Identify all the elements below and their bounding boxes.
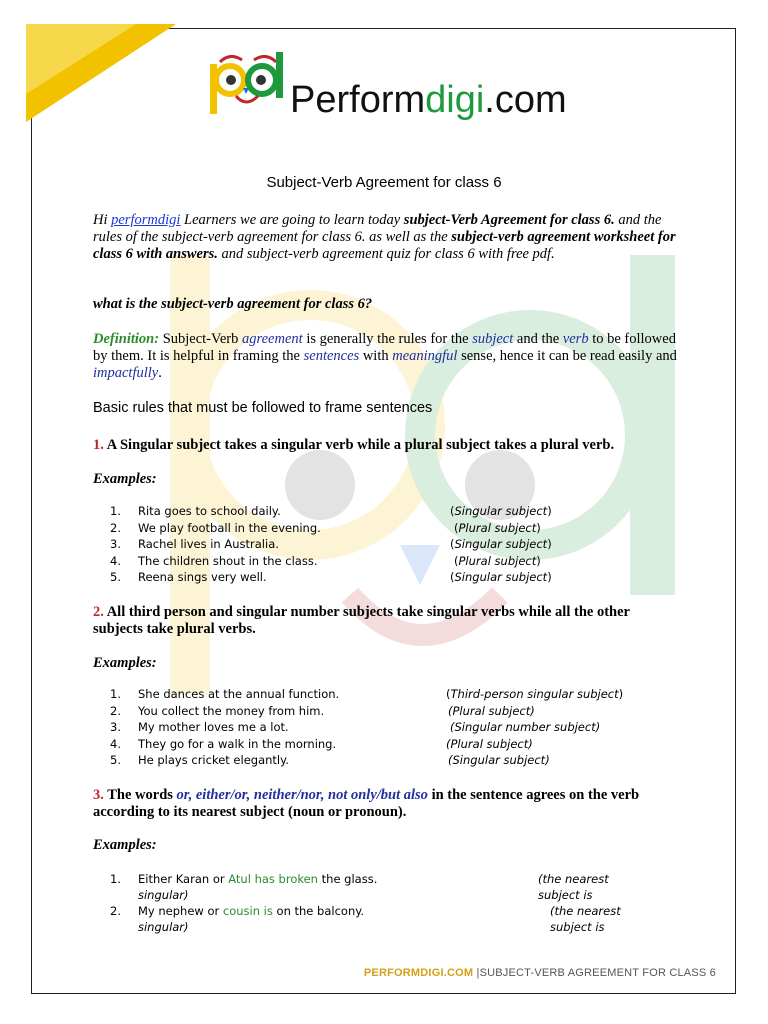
list-item: 5. Reena sings very well. (Singular subject) bbox=[110, 570, 552, 584]
list-item: 5. He plays cricket elegantly. (Singular subject) bbox=[110, 753, 550, 767]
list-item: 3. My mother loves me a lot. (Singular number subject) bbox=[110, 720, 601, 734]
rule-1: 1. A Singular subject takes a singular verb while a plural subject takes a plural verb. bbox=[93, 437, 615, 453]
list-item: 4. The children shout in the class. (Plural subject) bbox=[110, 553, 541, 568]
rule-3-examples bbox=[110, 871, 650, 935]
list-item: 2. You collect the money from him. (Plural subject) bbox=[110, 703, 535, 718]
definition-paragraph: Definition: Subject-Verb agreement is generally the rules for the subject and the verb to be followed by them. It is helpful in framing the sentences with meaningful sense, hence it can be read easily and impactfully. bbox=[93, 331, 677, 381]
list-item: 1. Rita goes to school daily. (Singular subject) bbox=[110, 504, 552, 518]
examples-label: Examples: bbox=[93, 655, 157, 671]
rule-1-examples bbox=[110, 503, 552, 586]
list-item: 1. Either Karan or Atul has broken the glass. (the nearest subject is singular) bbox=[110, 872, 609, 902]
list-item: 2. We play football in the evening. (Plural subject) bbox=[110, 520, 541, 535]
page-footer: PERFORMDIGI.COM |SUBJECT-VERB AGREEMENT FOR CLASS 6 bbox=[363, 967, 716, 979]
rule-2: 2. All third person and singular number subjects take singular verbs while all the other subjects take plural verbs. bbox=[93, 604, 630, 637]
list-item: 1. She dances at the annual function. (Third-person singular subject) bbox=[110, 687, 624, 701]
performdigi-link[interactable]: performdigi bbox=[111, 212, 181, 228]
performdigi-logo bbox=[206, 50, 288, 116]
rule-2-examples bbox=[110, 686, 624, 769]
examples-label: Examples: bbox=[93, 837, 157, 853]
list-item: 2. My nephew or cousin is on the balcony. (the nearest subject is singular) bbox=[110, 904, 621, 934]
list-item: 4. They go for a walk in the morning. (Plural subject) bbox=[110, 736, 533, 751]
intro-paragraph: Hi performdigi Learners we are going to learn today subject-Verb Agreement for class 6. and the rules of the subject-verb agreement for class 6. as well as the subject-verb agreement worksheet for class 6 with answers. and subject-verb agreement quiz for class 6 with free pdf. bbox=[93, 212, 676, 262]
section-heading: Basic rules that must be followed to frame sentences bbox=[93, 400, 433, 416]
examples-label: Examples: bbox=[93, 471, 157, 487]
corner-decoration bbox=[26, 24, 176, 122]
question-heading: what is the subject-verb agreement for class 6? bbox=[93, 296, 373, 312]
document-title: Subject-Verb Agreement for class 6 bbox=[266, 174, 502, 191]
brand-name: Performdigi.com bbox=[290, 79, 567, 121]
rule-3: 3. The words or, either/or, neither/nor, not only/but also in the sentence agrees on the verb according to its nearest subject (noun or pronoun). bbox=[93, 787, 640, 820]
list-item: 3. Rachel lives in Australia. (Singular subject) bbox=[110, 537, 552, 551]
